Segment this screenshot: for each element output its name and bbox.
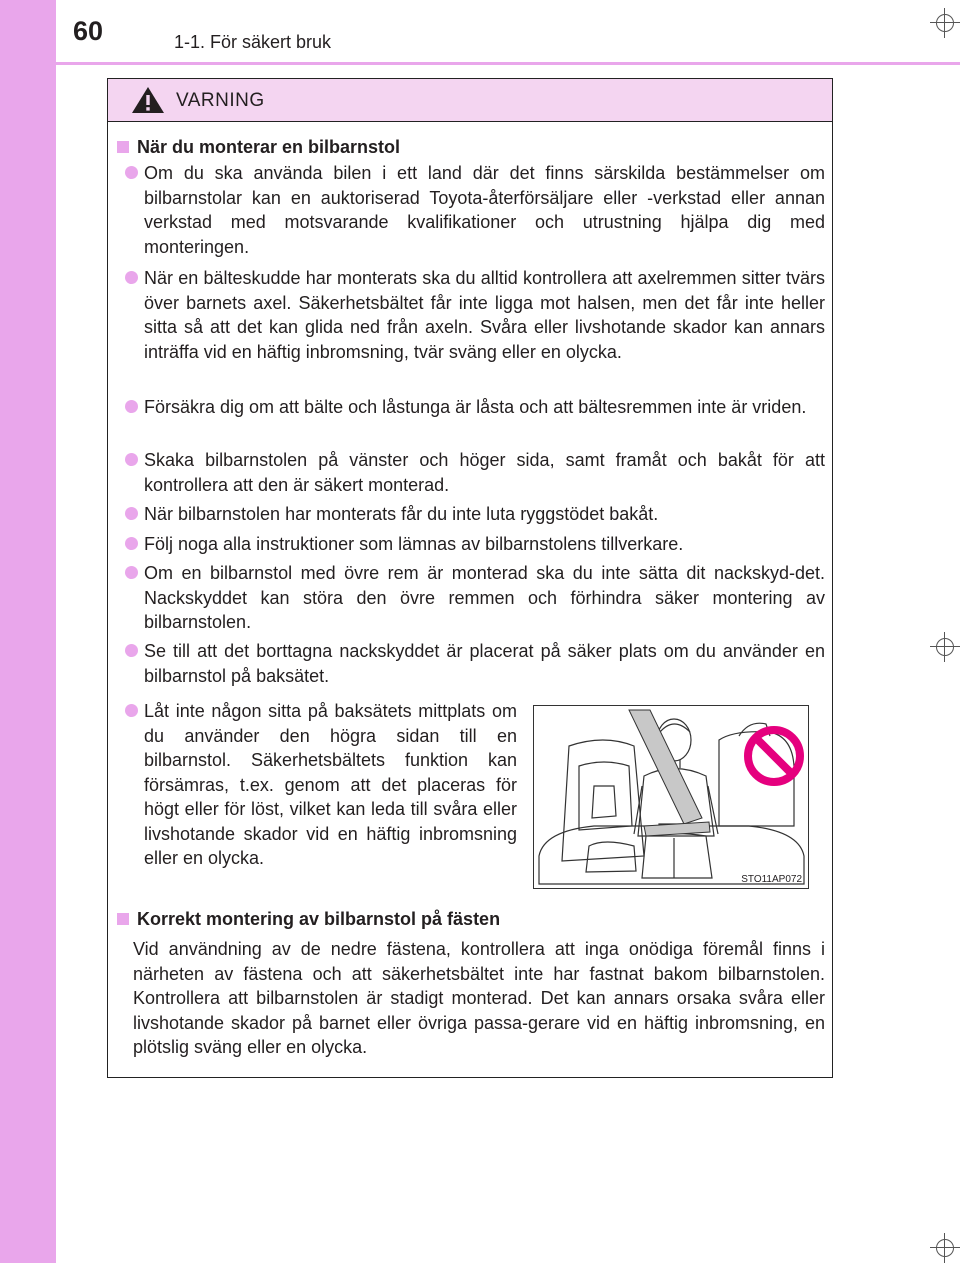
section-heading-text: Korrekt montering av bilbarnstol på fästen — [137, 909, 501, 929]
list-item: Försäkra dig om att bälte och låstunga är låsta och att bältesremmen inte är vriden. — [125, 395, 825, 420]
list-item: Låt inte någon sitta på baksätets mittplats om du använder den högra sidan till en bilbarnstol. Säkerhetsbältets funktion kan försämras, t.ex. genom att det placeras för högt eller för löst, vilket kan leda till svåra eller livshotande skador vid en häftig inbromsning eller en olycka. — [125, 699, 517, 871]
list-item: Se till att det borttagna nackskyddet är placerat på säker plats om du använder en bilbarnstol på baksätet. — [125, 639, 825, 688]
list-item: Om du ska använda bilen i ett land där det finns särskilda bestämmelser om bilbarnstolar kan en auktoriserad Toyota-återförsäljare eller -verkstad eller annan verkstad med motsvarande kvalifikationer och utrustning hjälpa dig med monteringen. — [125, 161, 825, 259]
section-title: 1-1. För säkert bruk — [174, 32, 332, 52]
bullet-icon — [125, 271, 138, 284]
figure-code: STO11AP072 — [741, 874, 802, 885]
child-seat-illustration — [534, 706, 809, 889]
square-bullet-icon — [117, 913, 129, 925]
warning-label: VARNING — [176, 90, 265, 111]
warning-box — [107, 78, 833, 1078]
page-number: 60 — [73, 16, 104, 46]
paragraph: Vid användning av de nedre fästena, kontrollera att inga onödiga föremål finns i närheten av fästena och att säkerhetsbältet inte har fastnat bakom bilbarnstolen. Kontrollera att bilbarnstolen är stadigt monterad. Det kan annars orsaka svåra eller livshotande skador på barnet eller övriga passa-gerare vid en häftig inbromsning, en plötslig sväng eller en olycka. — [133, 939, 825, 1057]
bullet-icon — [125, 453, 138, 466]
bullet-icon — [125, 566, 138, 579]
section-heading — [117, 907, 500, 931]
bullet-icon — [125, 507, 138, 520]
registration-mark-icon — [930, 8, 960, 38]
list-item: När bilbarnstolen har monterats får du inte luta ryggstödet bakåt. — [125, 502, 825, 527]
rear-seat-illustration — [533, 705, 809, 889]
list-item: När en bälteskudde har monterats ska du alltid kontrollera att axelremmen sitter tvärs över barnets axel. Säkerhetsbältet får inte ligga mot halsen, men det får inte heller sitta så att det kan glida ned från axeln. Svåra eller livshotande skador kan annars inträffa vid en häftig inbromsning, tvär sväng eller en olycka. — [125, 266, 825, 364]
list-item: Följ noga alla instruktioner som lämnas av bilbarnstolens tillverkare. — [125, 532, 825, 557]
warning-header — [108, 79, 832, 122]
registration-mark-icon — [930, 1233, 960, 1263]
section-heading-text: När du monterar en bilbarnstol — [137, 137, 401, 157]
bullet-icon — [125, 644, 138, 657]
side-tab-strip — [0, 0, 56, 1263]
header-rule — [56, 62, 960, 65]
list-item: Skaka bilbarnstolen på vänster och höger sida, samt framåt och bakåt för att kontrollera att den är säkert monterad. — [125, 448, 825, 497]
list-item: Om en bilbarnstol med övre rem är monterad ska du inte sätta dit nackskyd-det. Nackskyddet kan störa den övre remmen och förhindra säker montering av bilbarnstolen. — [125, 561, 825, 635]
bullet-icon — [125, 166, 138, 179]
section-heading — [117, 135, 400, 159]
warning-triangle-icon — [130, 85, 166, 115]
square-bullet-icon — [117, 141, 129, 153]
bullet-icon — [125, 704, 138, 717]
bullet-icon — [125, 537, 138, 550]
registration-mark-icon — [930, 632, 960, 662]
bullet-icon — [125, 400, 138, 413]
